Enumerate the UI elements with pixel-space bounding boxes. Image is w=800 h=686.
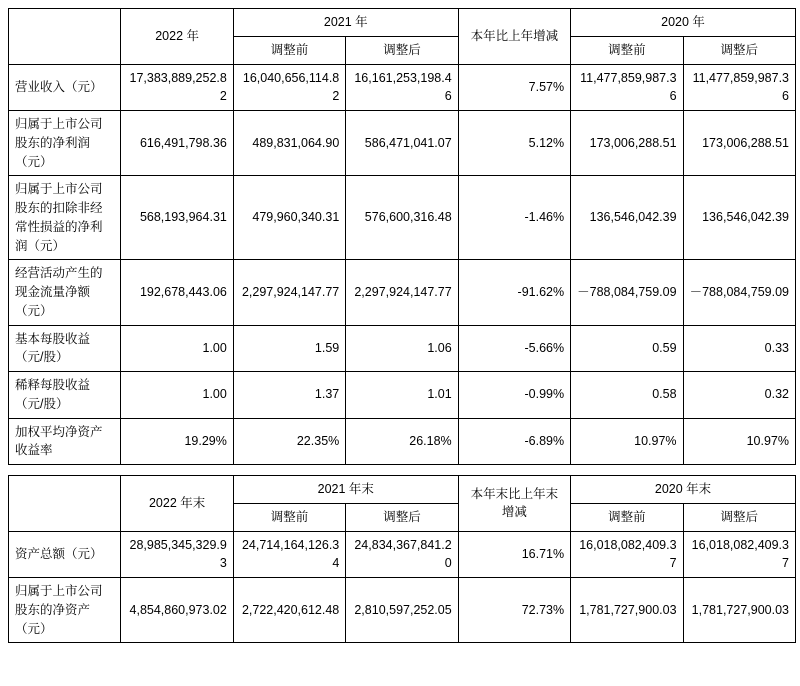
- cell-2021-after: 16,161,253,198.46: [346, 64, 458, 111]
- cell-2020-after: 173,006,288.51: [683, 111, 795, 176]
- header-2021-end-before: 调整前: [233, 503, 345, 531]
- cell-2021-before: 2,722,420,612.48: [233, 578, 345, 643]
- row-label: 营业收入（元）: [9, 64, 121, 111]
- header-yoy-end-change: 本年末比上年末增减: [458, 476, 570, 532]
- row-label: 稀释每股收益（元/股）: [9, 372, 121, 419]
- table-row: [9, 372, 796, 419]
- header-2020: 2020 年: [571, 9, 796, 37]
- row-label: 归属于上市公司股东的扣除非经常性损益的净利润（元）: [9, 176, 121, 260]
- cell-2021-before: 1.37: [233, 372, 345, 419]
- cell-2020-after: 136,546,042.39: [683, 176, 795, 260]
- cell-2021-after: 2,810,597,252.05: [346, 578, 458, 643]
- table-row: [9, 111, 796, 176]
- cell-2020-after: 11,477,859,987.36: [683, 64, 795, 111]
- cell-2020-after: 10.97%: [683, 418, 795, 465]
- cell-2020-after: 1,781,727,900.03: [683, 578, 795, 643]
- cell-change: 16.71%: [458, 531, 570, 578]
- header-2021-before: 调整前: [233, 36, 345, 64]
- financial-summary-page: [0, 8, 800, 686]
- table-row: [9, 176, 796, 260]
- header-corner-cell: [9, 9, 121, 65]
- header-2020-end-after: 调整后: [683, 503, 795, 531]
- cell-2021-before: 1.59: [233, 325, 345, 372]
- cell-2021-before: 479,960,340.31: [233, 176, 345, 260]
- cell-2020-before: 11,477,859,987.36: [571, 64, 683, 111]
- cell-2022: 28,985,345,329.93: [121, 531, 233, 578]
- cell-2020-before: －788,084,759.09: [571, 260, 683, 325]
- cell-2021-after: 586,471,041.07: [346, 111, 458, 176]
- cell-2021-before: 24,714,164,126.34: [233, 531, 345, 578]
- table-row: [9, 260, 796, 325]
- header-2022: 2022 年: [121, 9, 233, 65]
- header-2020-end-before: 调整前: [571, 503, 683, 531]
- cell-change: -0.99%: [458, 372, 570, 419]
- header-2020-after: 调整后: [683, 36, 795, 64]
- cell-2020-before: 10.97%: [571, 418, 683, 465]
- cell-change: 5.12%: [458, 111, 570, 176]
- cell-2020-after: 0.32: [683, 372, 795, 419]
- cell-2020-after: 0.33: [683, 325, 795, 372]
- cell-2020-before: 16,018,082,409.37: [571, 531, 683, 578]
- cell-2021-after: 1.01: [346, 372, 458, 419]
- cell-change: -6.89%: [458, 418, 570, 465]
- year-end-balance-table: [8, 475, 796, 643]
- cell-2022: 192,678,443.06: [121, 260, 233, 325]
- cell-2021-after: 2,297,924,147.77: [346, 260, 458, 325]
- table-row: [9, 578, 796, 643]
- header-2021-end: 2021 年末: [233, 476, 458, 504]
- header-2020-before: 调整前: [571, 36, 683, 64]
- cell-2022: 19.29%: [121, 418, 233, 465]
- cell-2020-before: 0.58: [571, 372, 683, 419]
- row-label: 加权平均净资产收益率: [9, 418, 121, 465]
- cell-change: 7.57%: [458, 64, 570, 111]
- cell-2021-before: 16,040,656,114.82: [233, 64, 345, 111]
- cell-2022: 1.00: [121, 325, 233, 372]
- header-corner-cell: [9, 476, 121, 532]
- header-2021-end-after: 调整后: [346, 503, 458, 531]
- table-header-row-top: [9, 9, 796, 37]
- table-row: [9, 325, 796, 372]
- cell-2022: 616,491,798.36: [121, 111, 233, 176]
- cell-change: 72.73%: [458, 578, 570, 643]
- cell-2020-before: 1,781,727,900.03: [571, 578, 683, 643]
- cell-2022: 568,193,964.31: [121, 176, 233, 260]
- cell-2020-before: 136,546,042.39: [571, 176, 683, 260]
- cell-2022: 1.00: [121, 372, 233, 419]
- cell-change: -1.46%: [458, 176, 570, 260]
- cell-change: -91.62%: [458, 260, 570, 325]
- table2-header-row-top: [9, 476, 796, 504]
- cell-2020-before: 173,006,288.51: [571, 111, 683, 176]
- row-label: 基本每股收益（元/股）: [9, 325, 121, 372]
- row-label: 归属于上市公司股东的净资产（元）: [9, 578, 121, 643]
- cell-2022: 4,854,860,973.02: [121, 578, 233, 643]
- cell-2020-before: 0.59: [571, 325, 683, 372]
- table-row: [9, 64, 796, 111]
- cell-2020-after: 16,018,082,409.37: [683, 531, 795, 578]
- table-row: [9, 418, 796, 465]
- cell-2021-after: 576,600,316.48: [346, 176, 458, 260]
- row-label: 经营活动产生的现金流量净额（元）: [9, 260, 121, 325]
- annual-results-table: [8, 8, 796, 465]
- header-2021-after: 调整后: [346, 36, 458, 64]
- header-2022-end: 2022 年末: [121, 476, 233, 532]
- cell-2021-before: 2,297,924,147.77: [233, 260, 345, 325]
- cell-2021-after: 24,834,367,841.20: [346, 531, 458, 578]
- cell-2021-after: 26.18%: [346, 418, 458, 465]
- cell-2021-before: 489,831,064.90: [233, 111, 345, 176]
- cell-2021-before: 22.35%: [233, 418, 345, 465]
- header-yoy-change: 本年比上年增减: [458, 9, 570, 65]
- cell-2020-after: －788,084,759.09: [683, 260, 795, 325]
- cell-change: -5.66%: [458, 325, 570, 372]
- cell-2022: 17,383,889,252.82: [121, 64, 233, 111]
- header-2020-end: 2020 年末: [571, 476, 796, 504]
- cell-2021-after: 1.06: [346, 325, 458, 372]
- row-label: 资产总额（元）: [9, 531, 121, 578]
- header-2021: 2021 年: [233, 9, 458, 37]
- table-row: [9, 531, 796, 578]
- row-label: 归属于上市公司股东的净利润（元）: [9, 111, 121, 176]
